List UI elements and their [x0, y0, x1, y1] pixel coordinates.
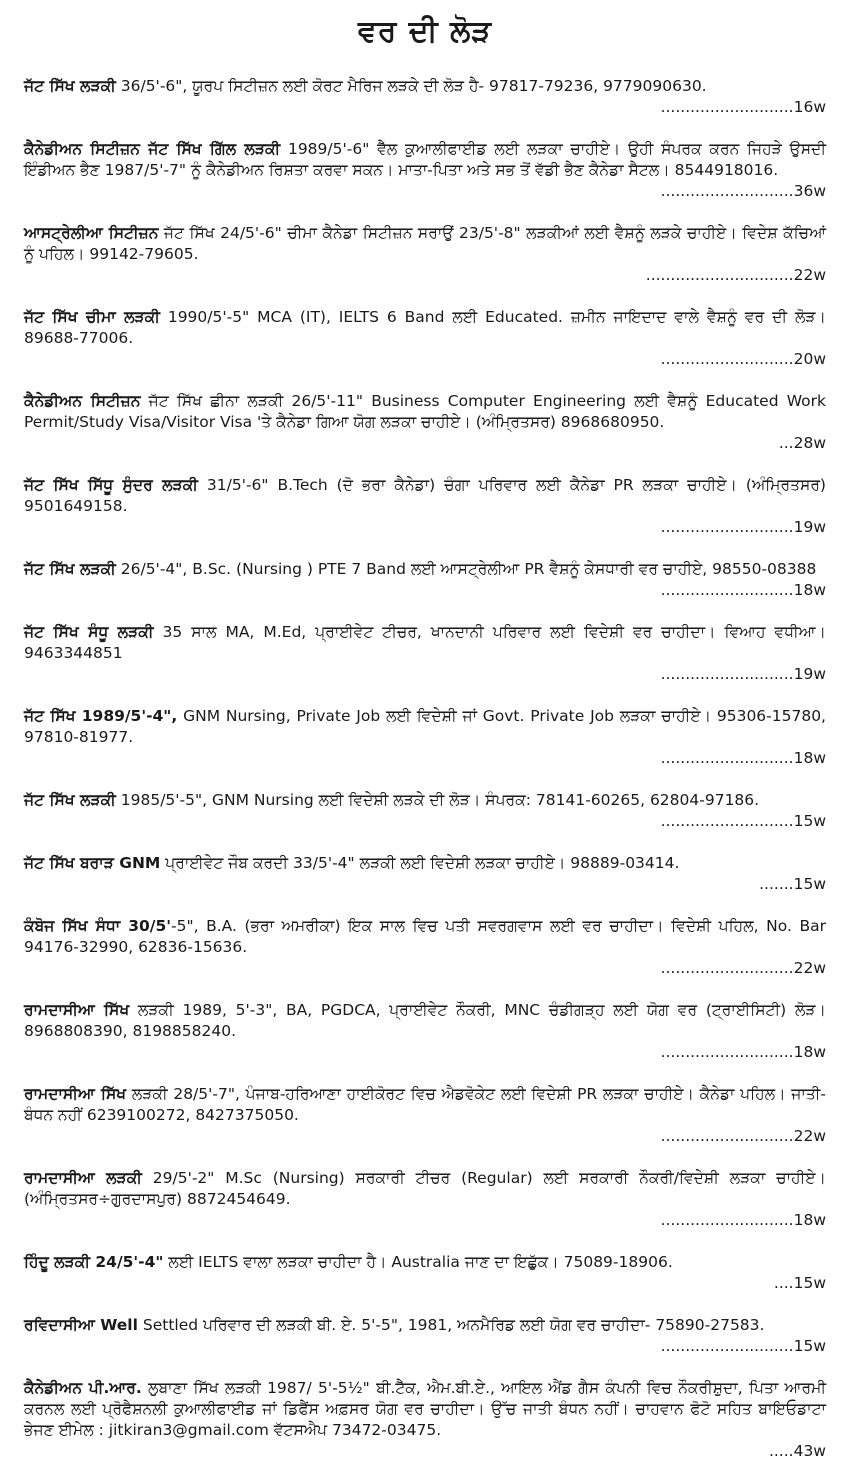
ad-text: GNM Nursing, Private Job ਲਈ ਵਿਦੇਸ਼ੀ ਜਾਂ Govt. Private Job ਲੜਕਾ ਚਾਹੀਏ। 95306-15780, 97810-81977.: [24, 707, 826, 746]
ad-text: 35 ਸਾਲ MA, M.Ed, ਪ੍ਰਾਈਵੇਟ ਟੀਚਰ, ਖਾਨਦਾਨੀ ਪਰਿਵਾਰ ਲਈ ਵਿਦੇਸ਼ੀ ਵਰ ਚਾਹੀਦਾ। ਵਿਆਹ ਵਧੀਆ। 9463344851: [24, 623, 826, 662]
ad-lead: ਕੈਨੇਡੀਅਨ ਸਿਟੀਜ਼ਨ ਜੱਟ ਸਿੱਖ ਗਿੱਲ ਲੜਕੀ: [24, 140, 281, 158]
ad-text: ਪ੍ਰਾਈਵੇਟ ਜੌਬ ਕਰਦੀ 33/5'-4" ਲੜਕੀ ਲਈ ਵਿਦੇਸ਼ੀ ਲੜਕਾ ਚਾਹੀਏ। 98889-03414.: [160, 854, 680, 872]
ad-price: ...........................15w: [660, 812, 826, 830]
ad-text: ਜੱਟ ਸਿੱਖ 24/5'-6" ਚੀਮਾ ਕੈਨੇਡਾ ਸਿਟੀਜ਼ਨ ਸਰਾਉਂ 23/5'-8" ਲੜਕੀਆਂ ਲਈ ਵੈਸ਼ਨੂੰ ਲੜਕੇ ਚਾਹੀਏ। ਵਿਦੇਸ਼ ਕੱਚਿਆਂ ਨੂੰ ਪਹਿਲ। 99142-79605.: [24, 224, 826, 263]
ad-lead: ਹਿੰਦੂ ਲੜਕੀ 24/5'-4": [24, 1253, 164, 1271]
ad-text: Settled ਪਰਿਵਾਰ ਦੀ ਲੜਕੀ ਬੀ. ਏ. 5'-5", 1981, ਅਨਮੈਰਿਡ ਲਈ ਯੋਗ ਵਰ ਚਾਹੀਦਾ- 75890-27583.: [137, 1316, 765, 1334]
ad-lead: ਜੱਟ ਸਿੱਖ ਸੰਧੂ ਲੜਕੀ: [24, 623, 154, 641]
classified-ad: [24, 223, 826, 286]
ad-lead: ਰਾਮਦਾਸੀਆ ਲੜਕੀ: [24, 1169, 142, 1187]
ad-text: 1990/5'-5" MCA (IT), IELTS 6 Band ਲਈ Educated. ਜ਼ਮੀਨ ਜਾਇਦਾਦ ਵਾਲੇ ਵੈਸ਼ਨੂੰ ਵਰ ਦੀ ਲੋੜ। 89688-77006.: [24, 308, 827, 347]
ad-price: ...........................22w: [660, 959, 826, 977]
classified-ad: [24, 622, 826, 685]
classified-ad: [24, 1378, 826, 1462]
ad-text: 26/5'-4", B.Sc. (Nursing ) PTE 7 Band ਲਈ ਆਸਟ੍ਰੇਲੀਆ PR ਵੈਸ਼ਨੂੰ ਕੇਸਧਾਰੀ ਵਰ ਚਾਹੀਏ, 98550-08388: [115, 560, 817, 578]
classified-ad: [24, 706, 826, 769]
ad-price: .....43w: [768, 1442, 826, 1460]
ad-price: ...........................19w: [660, 665, 826, 683]
ad-text: 36/5'-6", ਯੂਰਪ ਸਿਟੀਜ਼ਨ ਲਈ ਕੋਰਟ ਮੈਰਿਜ ਲੜਕੇ ਦੀ ਲੋੜ ਹੈ- 97817-79236, 9779090630.: [115, 77, 707, 95]
ad-lead: ਜੱਟ ਸਿੱਖ ਲੜਕੀ: [24, 560, 116, 578]
ad-lead: ਜੱਟ ਸਿੱਖ ਬਰਾੜ GNM: [24, 854, 161, 872]
classified-ad: [24, 1315, 826, 1357]
ad-price: ...........................22w: [660, 1127, 826, 1145]
ad-lead: ਜੱਟ ਸਿੱਖ ਲੜਕੀ: [24, 791, 116, 809]
ad-price: .......15w: [759, 875, 826, 893]
classified-ad: [24, 475, 826, 538]
ad-lead: ਕੰਬੋਜ ਸਿੱਖ ਸੰਧਾ 30/5': [24, 917, 171, 935]
ad-text: ਲਈ IELTS ਵਾਲਾ ਲੜਕਾ ਚਾਹੀਦਾ ਹੈ। Australia ਜਾਣ ਦਾ ਇਛੁੱਕ। 75089-18906.: [163, 1253, 673, 1271]
ad-price: ...........................18w: [660, 1211, 826, 1229]
classified-ad: [24, 1084, 826, 1147]
ad-lead: ਕੈਨੇਡੀਅਨ ਸਿਟੀਜ਼ਨ: [24, 392, 141, 410]
classified-ad: [24, 1168, 826, 1231]
classified-ad: [24, 76, 826, 118]
ad-lead: ਰਾਮਦਾਸੀਆ ਸਿੱਖ: [24, 1085, 127, 1103]
ad-lead: ਰਵਿਦਾਸੀਆ Well: [24, 1316, 138, 1334]
ad-lead: ਰਾਮਦਾਸੀਆ ਸਿੱਖ: [24, 1001, 130, 1019]
ad-text: 31/5'-6" B.Tech (ਦੋ ਭਰਾ ਕੈਨੇਡਾ) ਚੰਗਾ ਪਰਿਵਾਰ ਲਈ ਕੈਨੇਡਾ PR ਲੜਕਾ ਚਾਹੀਏ। (ਅੰਮ੍ਰਿਤਸਰ) 9501649158.: [24, 476, 826, 515]
classified-ad: [24, 139, 826, 202]
ad-price: ...........................18w: [660, 749, 826, 767]
ad-price: ...........................20w: [660, 350, 826, 368]
ad-text: ਲੜਕੀ 1989, 5'-3", BA, PGDCA, ਪ੍ਰਾਈਵੇਟ ਨੌਕਰੀ, MNC ਚੰਡੀਗੜ੍ਹ ਲਈ ਯੋਗ ਵਰ (ਟ੍ਰਾਈਸਿਟੀ) ਲੋੜ। 8968808390, 8198858240.: [24, 1001, 826, 1040]
ad-text: 1989/5'-6" ਵੈੱਲ ਕੁਆਲੀਫਾਈਡ ਲਈ ਲੜਕਾ ਚਾਹੀਏ। ਉਹੀ ਸੰਪਰਕ ਕਰਨ ਜਿਹੜੇ ਉਸਦੀ ਇੰਡੀਅਨ ਭੈਣ 1987/5'-7" ਨੂੰ ਕੈਨੇਡੀਅਨ ਰਿਸ਼ਤਾ ਕਰਵਾ ਸਕਨ। ਮਾਤਾ-ਪਿਤਾ ਅਤੇ ਸਭ ਤੋਂ ਵੱਡੀ ਭੈਣ ਕੈਨੇਡਾ ਸੈਟਲ। 8544918016.: [24, 140, 826, 179]
classified-ad: [24, 391, 826, 454]
ad-price: ...........................15w: [660, 1337, 826, 1355]
classified-ad: [24, 307, 826, 370]
ad-text: ਜੱਟ ਸਿੱਖ ਛੀਨਾ ਲੜਕੀ 26/5'-11" Business Computer Engineering ਲਈ ਵੈਸ਼ਨੂੰ Educated Work Permit/Study Visa/Visitor Visa 'ਤੇ ਕੈਨੇਡਾ ਗਿਆ ਯੋਗ ਲੜਕਾ ਚਾਹੀਏ। (ਅੰਮ੍ਰਿਤਸਰ) 8968680950.: [24, 392, 827, 431]
ad-price: ...........................19w: [660, 518, 826, 536]
ad-text: -5", B.A. (ਭਰਾ ਅਮਰੀਕਾ) ਇਕ ਸਾਲ ਵਿਚ ਪਤੀ ਸਵਰਗਵਾਸ ਲਈ ਵਰ ਚਾਹੀਦਾ। ਵਿਦੇਸ਼ੀ ਪਹਿਲ, No. Bar 94176-32990, 62836-15636.: [24, 917, 826, 956]
ad-price: ....15w: [773, 1274, 826, 1292]
classified-ad: [24, 1000, 826, 1063]
ad-text: ਲੁਬਾਣਾ ਸਿੱਖ ਲੜਕੀ 1987/ 5'-5½" ਬੀ.ਟੈੱਕ, ਐਮ.ਬੀ.ਏ., ਆਇਲ ਐਂਡ ਗੈਸ ਕੰਪਨੀ ਵਿਚ ਨੌਕਰੀਸ਼ੁਦਾ, ਪਿਤਾ ਆਰਮੀ ਕਰਨਲ ਲਈ ਪ੍ਰੋਫੈਸ਼ਨਲੀ ਕੁਆਲੀਫਾਈਡ ਜਾਂ ਡਿਫੈਂਸ ਅਫ਼ਸਰ ਯੋਗ ਵਰ ਚਾਹੀਦਾ। ਉੱਚ ਜਾਤੀ ਬੰਧਨ ਨਹੀਂ। ਚਾਹਵਾਨ ਫੋਟੋ ਸਹਿਤ ਬਾਇਓਡਾਟਾ ਭੇਜਣ ਈਮੇਲ : jitkiran3@gmail.com ਵੱਟਸਐਪ 73472-03475.: [24, 1379, 826, 1439]
classified-ad: [24, 559, 826, 601]
ad-price: ...28w: [778, 434, 826, 452]
ad-text: 1985/5'-5", GNM Nursing ਲਈ ਵਿਦੇਸ਼ੀ ਲੜਕੇ ਦੀ ਲੋੜ। ਸੰਪਰਕ: 78141-60265, 62804-97186.: [115, 791, 760, 809]
classified-ad: [24, 1252, 826, 1294]
ad-price: ...........................18w: [660, 581, 826, 599]
ad-price: ..............................22w: [645, 266, 826, 284]
classified-ad: [24, 916, 826, 979]
ad-text: 29/5'-2" M.Sc (Nursing) ਸਰਕਾਰੀ ਟੀਚਰ (Regular) ਲਈ ਸਰਕਾਰੀ ਨੌਕਰੀ/ਵਿਦੇਸ਼ੀ ਲੜਕਾ ਚਾਹੀਏ। (ਅੰਮ੍ਰਿਤਸਰ÷ਗੁਰਦਾਸਪੁਰ) 8872454649.: [24, 1169, 826, 1208]
ad-price: ...........................18w: [660, 1043, 826, 1061]
ad-price: ...........................36w: [660, 182, 826, 200]
ad-lead: ਜੱਟ ਸਿੱਖ ਚੀਮਾ ਲੜਕੀ: [24, 308, 160, 326]
page-title: ਵਰ ਦੀ ਲੋੜ: [357, 14, 493, 49]
ad-price: ...........................16w: [660, 98, 826, 116]
ad-lead: ਜੱਟ ਸਿੱਖ ਲੜਕੀ: [24, 77, 116, 95]
classified-ad: [24, 853, 826, 895]
ad-lead: ਕੈਨੇਡੀਅਨ ਪੀ.ਆਰ.: [24, 1379, 142, 1397]
ad-text: ਲੜਕੀ 28/5'-7", ਪੰਜਾਬ-ਹਰਿਆਣਾ ਹਾਈਕੋਰਟ ਵਿਚ ਐਡਵੋਕੇਟ ਲਈ ਵਿਦੇਸ਼ੀ PR ਲੜਕਾ ਚਾਹੀਏ। ਕੈਨੇਡਾ ਪਹਿਲ। ਜਾਤੀ-ਬੰਧਨ ਨਹੀਂ 6239100272, 8427375050.: [24, 1085, 827, 1124]
ad-lead: ਜੱਟ ਸਿੱਖ 1989/5'-4",: [24, 707, 178, 725]
classified-ad: [24, 790, 826, 832]
ad-lead: ਜੱਟ ਸਿੱਖ ਸਿੱਧੂ ਸੁੰਦਰ ਲੜਕੀ: [24, 476, 198, 494]
ad-lead: ਆਸਟ੍ਰੇਲੀਆ ਸਿਟੀਜ਼ਨ: [24, 224, 159, 242]
